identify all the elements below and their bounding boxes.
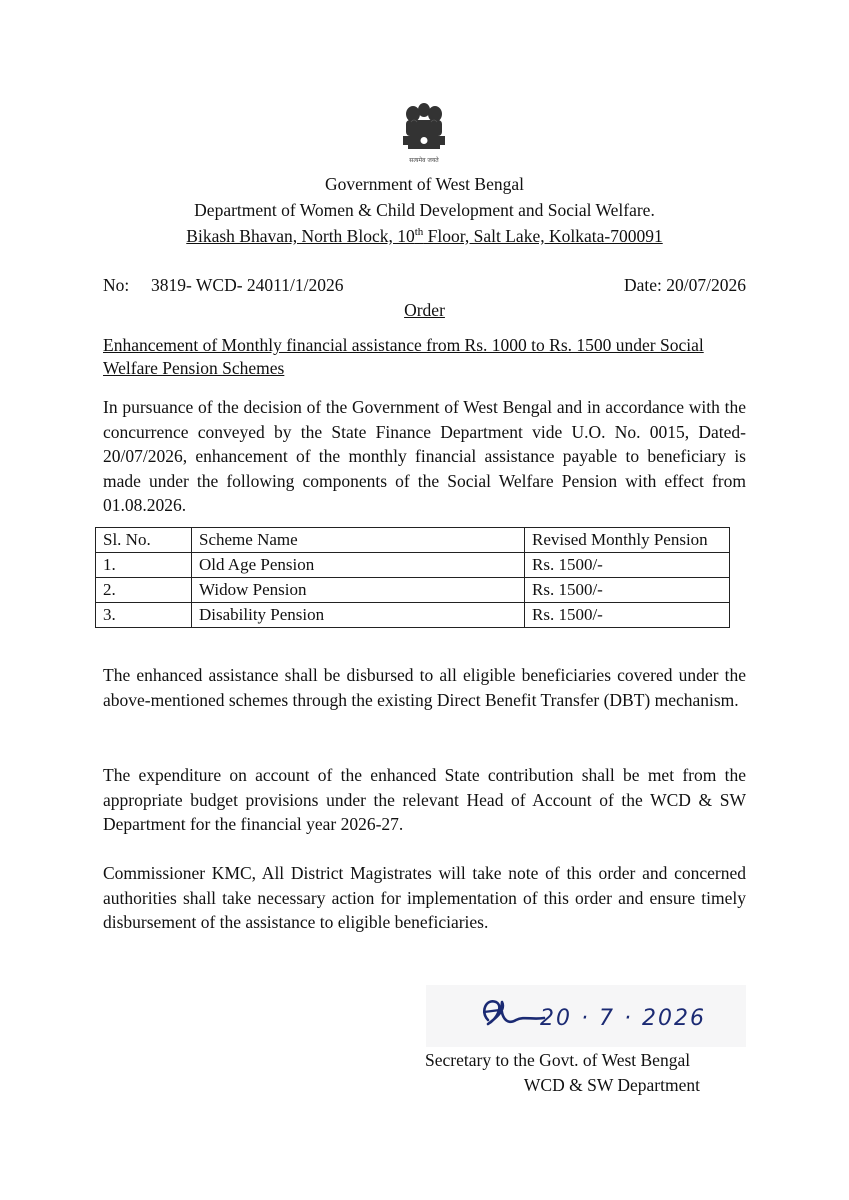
signature-date: 20 · 7 · 2026 <box>540 1006 706 1031</box>
pension-table <box>95 527 730 628</box>
handwritten-signature-icon <box>476 990 546 1036</box>
row-pension-amount: Rs. 1500/- <box>525 553 730 578</box>
header-revised-pension: Revised Monthly Pension <box>525 528 730 553</box>
signatory-title: Secretary to the Govt. of West Bengal <box>425 1050 691 1070</box>
table-row <box>96 603 730 628</box>
disbursement-paragraph: The enhanced assistance shall be disbursed to all eligible beneficiaries covered under the above-mentioned schemes through the existing Direct Benefit Transfer (DBT) mechanism. <box>103 665 746 710</box>
row-serial-number: 2. <box>96 578 192 603</box>
table-row <box>96 553 730 578</box>
emblem-motto: सत्यमेव जयते <box>409 157 439 164</box>
memo-number-label: No: <box>103 275 130 295</box>
header-serial-number: Sl. No. <box>96 528 192 553</box>
reference-line <box>103 272 746 298</box>
address-part-2: Floor, Salt Lake, Kolkata-700091 <box>423 226 663 246</box>
row-serial-number: 3. <box>96 603 192 628</box>
row-serial-number: 1. <box>96 553 192 578</box>
implementation-paragraph: Commissioner KMC, All District Magistrates will take note of this order and concerned authorities shall take necessary action for implementation of this order and ensure timely disbursement of the assistance to eligible beneficiaries. <box>103 863 746 932</box>
address-part-1: Bikash Bhavan, North Block, 10 <box>186 226 415 246</box>
office-address <box>0 223 849 249</box>
order-title: Order <box>404 300 445 320</box>
order-date: Date: 20/07/2026 <box>624 275 746 295</box>
government-name: Government of West Bengal <box>325 174 524 194</box>
header-scheme-name: Scheme Name <box>192 528 525 553</box>
signatory-department: WCD & SW Department <box>523 1075 700 1095</box>
address-ordinal-suffix: th <box>414 226 424 239</box>
order-subject: Enhancement of Monthly financial assistance from Rs. 1000 to Rs. 1500 under Social Welfare Pension Schemes <box>103 335 704 378</box>
row-scheme-name: Old Age Pension <box>192 553 525 578</box>
memo-number: 3819- WCD- 24011/1/2026 <box>151 275 344 295</box>
row-pension-amount: Rs. 1500/- <box>525 603 730 628</box>
row-scheme-name: Widow Pension <box>192 578 525 603</box>
intro-paragraph: In pursuance of the decision of the Government of West Bengal and in accordance with the concurrence conveyed by the State Finance Department vide U.O. No. 0015, Dated-20/07/2026, enhancement of the monthly financial assistance payable to beneficiary is made under the following components of the Social Welfare Pension with effect from 01.08.2026. <box>103 397 746 515</box>
table-row <box>96 578 730 603</box>
row-pension-amount: Rs. 1500/- <box>525 578 730 603</box>
table-header-row <box>96 528 730 553</box>
ashoka-emblem-icon <box>398 100 450 166</box>
signatory-block <box>425 1048 705 1098</box>
expenditure-paragraph: The expenditure on account of the enhanced State contribution shall be met from the appropriate budget provisions under the relevant Head of Account of the WCD & SW Department for the financial year 2026-27. <box>103 765 746 834</box>
department-name: Department of Women & Child Development and Social Welfare. <box>194 200 655 220</box>
row-scheme-name: Disability Pension <box>192 603 525 628</box>
